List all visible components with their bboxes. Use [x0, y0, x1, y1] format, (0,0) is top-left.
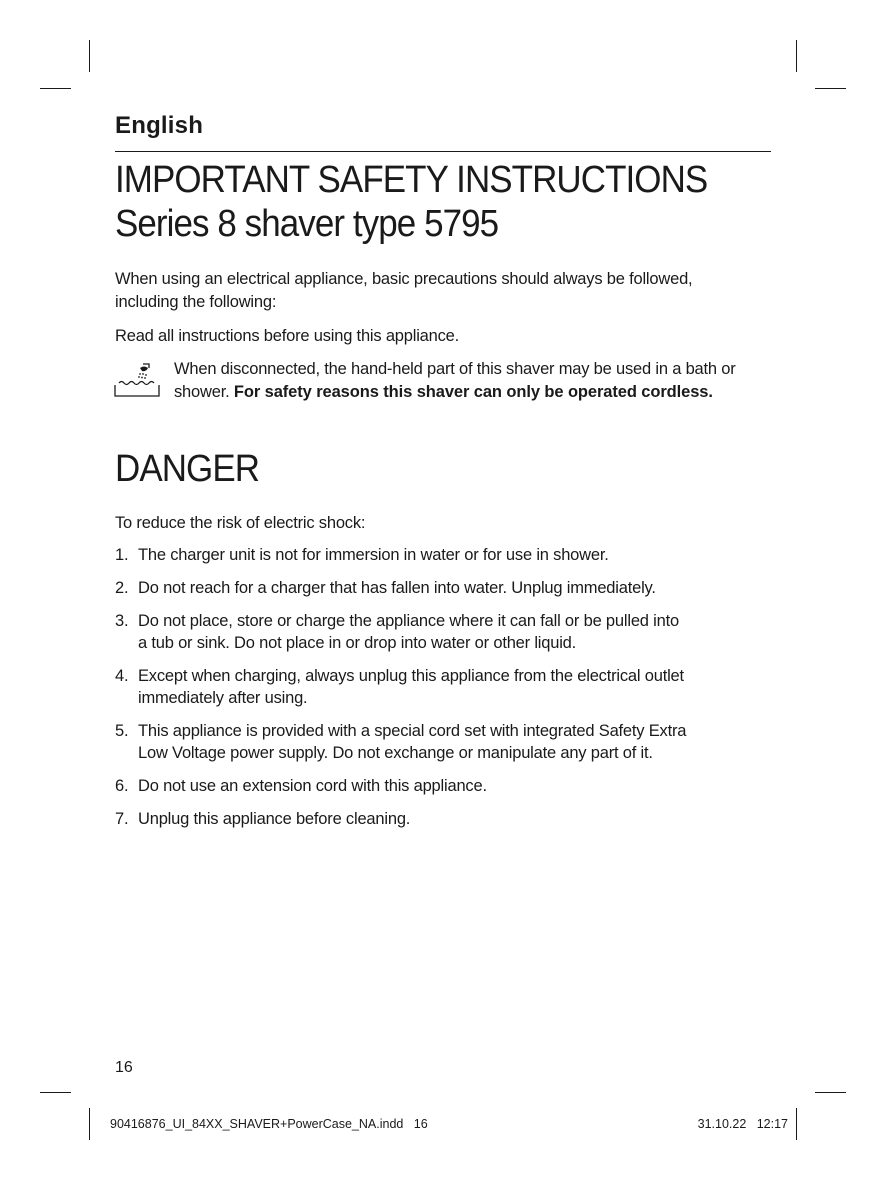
- intro-line-1: When using an electrical appliance, basic precautions should always be followed,: [115, 270, 693, 288]
- crop-mark-bottom-right-horizontal: [815, 1092, 846, 1093]
- list-item-text: Except when charging, always unplug this appliance from the electrical outlet: [138, 667, 684, 685]
- list-item-number: 7.: [115, 810, 129, 828]
- language-label: English: [115, 112, 204, 139]
- danger-list: [115, 544, 735, 841]
- crop-mark-top-right-vertical: [796, 40, 797, 72]
- crop-mark-bottom-left-vertical: [89, 1108, 90, 1140]
- crop-mark-top-right-horizontal: [815, 88, 846, 89]
- intro-line-2: including the following:: [115, 293, 277, 311]
- danger-heading: DANGER: [115, 448, 260, 490]
- title-line-1: IMPORTANT SAFETY INSTRUCTIONS: [115, 159, 708, 201]
- list-item-text: This appliance is provided with a special cord set with integrated Safety Extra: [138, 722, 687, 740]
- list-item-number: 4.: [115, 667, 129, 685]
- list-item-text: Do not reach for a charger that has fallen into water. Unplug immediately.: [138, 579, 656, 597]
- intro-paragraph: [115, 268, 755, 314]
- list-item: [115, 720, 735, 764]
- footer-date-time: 31.10.22 12:17: [697, 1117, 788, 1131]
- bath-notice: [174, 358, 774, 404]
- bath-notice-line-1: When disconnected, the hand-held part of this shaver may be used in a bath or: [174, 360, 736, 378]
- bath-notice-line-2: shower.: [174, 383, 234, 401]
- title-line-2: Series 8 shaver type 5795: [115, 203, 499, 245]
- crop-mark-bottom-right-vertical: [796, 1108, 797, 1140]
- list-item-text: Low Voltage power supply. Do not exchange or manipulate any part of it.: [138, 744, 653, 762]
- page-title: [115, 158, 707, 246]
- crop-mark-bottom-left-horizontal: [40, 1092, 71, 1093]
- danger-lead-text: To reduce the risk of electric shock:: [115, 514, 366, 532]
- crop-mark-top-left-horizontal: [40, 88, 71, 89]
- list-item-text: Unplug this appliance before cleaning.: [138, 810, 411, 828]
- list-item: [115, 665, 735, 709]
- list-item-text: Do not place, store or charge the appliance where it can fall or be pulled into: [138, 612, 679, 630]
- list-item-number: 2.: [115, 579, 129, 597]
- list-item: [115, 775, 735, 797]
- list-item-text: a tub or sink. Do not place in or drop into water or other liquid.: [138, 634, 577, 652]
- list-item-text: Do not use an extension cord with this appliance.: [138, 777, 487, 795]
- header-rule: [115, 151, 771, 152]
- footer-file-info: 90416876_UI_84XX_SHAVER+PowerCase_NA.indd 16: [110, 1117, 428, 1131]
- list-item: [115, 577, 735, 599]
- list-item-number: 6.: [115, 777, 129, 795]
- list-item-number: 1.: [115, 546, 129, 564]
- list-item: [115, 544, 735, 566]
- list-item: [115, 610, 735, 654]
- crop-mark-top-left-vertical: [89, 40, 90, 72]
- page-number: 16: [115, 1059, 133, 1076]
- list-item-text: The charger unit is not for immersion in water or for use in shower.: [138, 546, 609, 564]
- list-item: [115, 808, 735, 830]
- bath-shower-icon: [113, 361, 161, 399]
- read-instructions-text: Read all instructions before using this appliance.: [115, 327, 460, 345]
- list-item-number: 5.: [115, 722, 129, 740]
- bath-notice-warning: For safety reasons this shaver can only be operated cordless.: [233, 383, 713, 401]
- list-item-number: 3.: [115, 612, 129, 630]
- list-item-text: immediately after using.: [138, 689, 308, 707]
